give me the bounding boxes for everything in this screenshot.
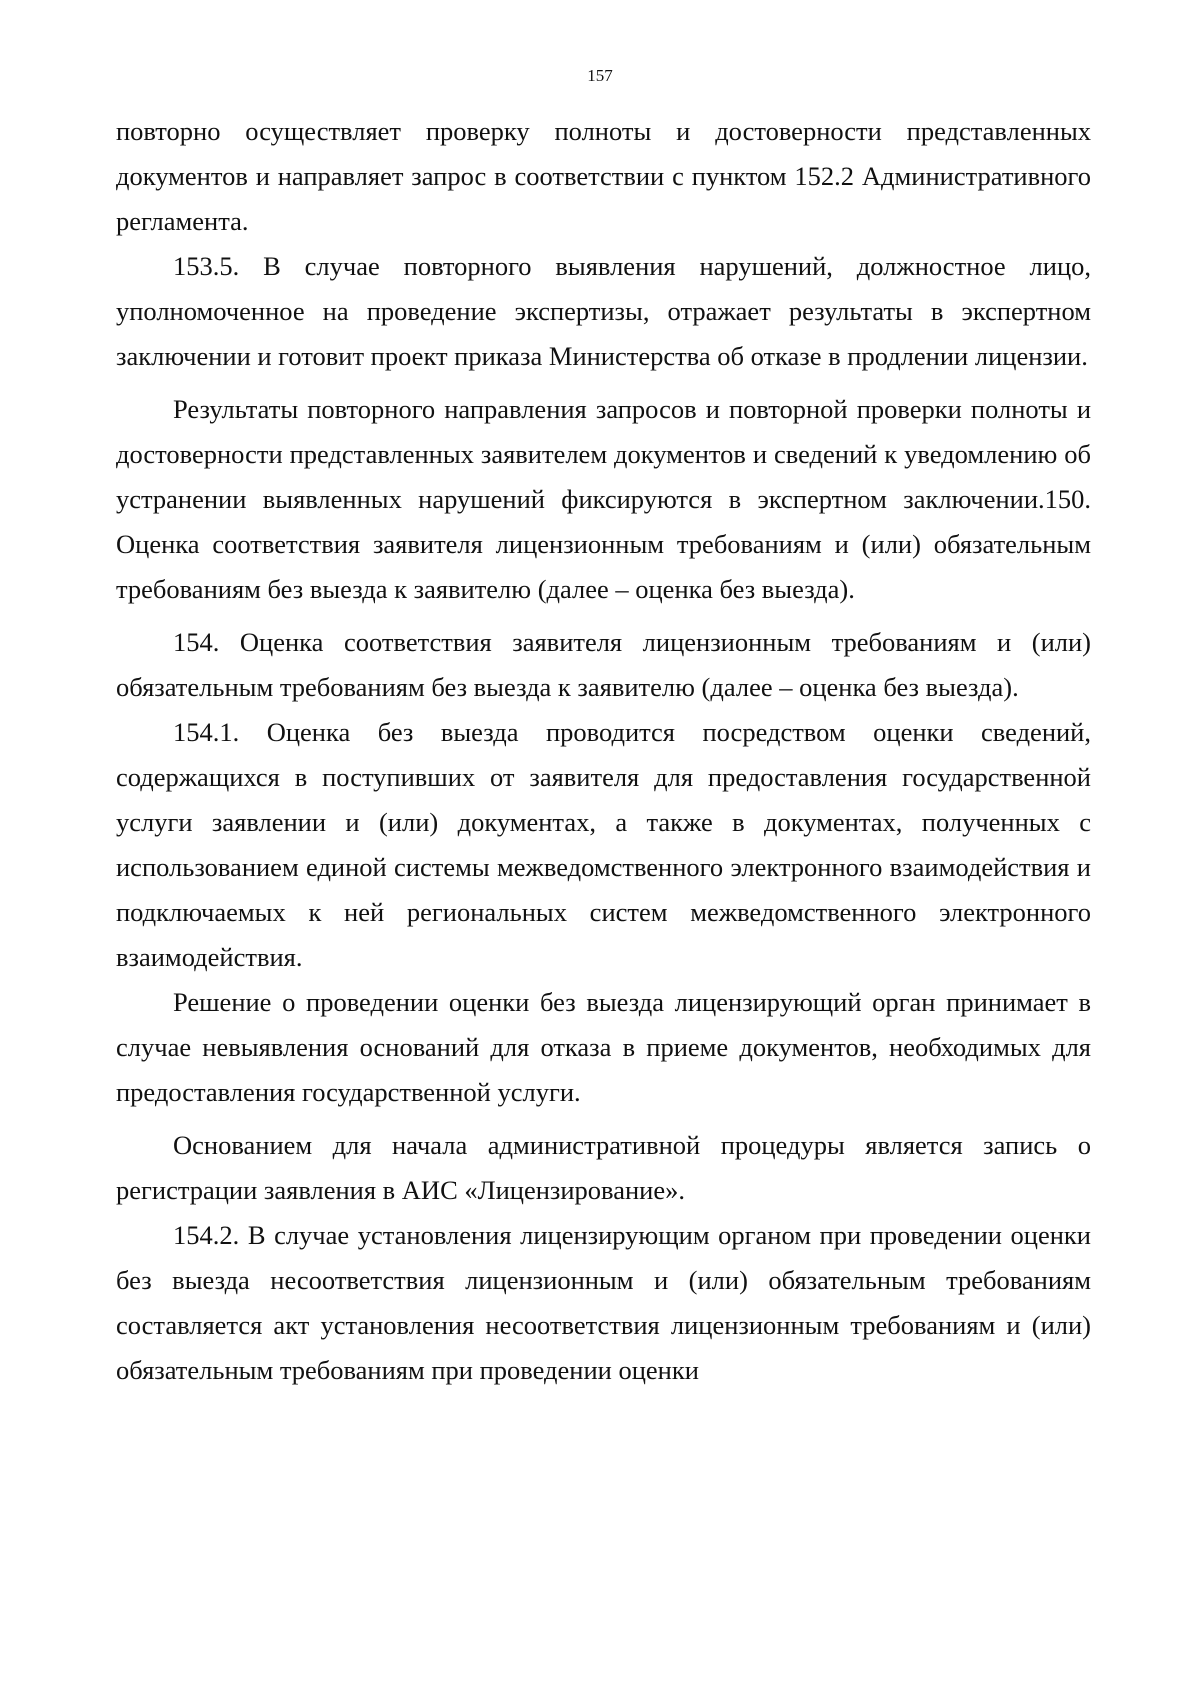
paragraph-154: 154. Оценка соответствия заявителя лицензионным требованиям и (или) обязательным требованиям без выезда к заявителю (далее – оценка без выезда). (116, 627, 1091, 702)
paragraph-decision: Решение о проведении оценки без выезда лицензирующий орган принимает в случае невыявления оснований для отказа в приеме документов, необходимых для предоставления государственной услуги. (116, 987, 1091, 1107)
paragraph-154-2: 154.2. В случае установления лицензирующим органом при проведении оценки без выезда несоответствия лицензионным и (или) обязательным требованиям составляется акт установления несоответствия лицензионным требованиям и (или) обязательным требованиям при проведении оценки (116, 1220, 1091, 1385)
paragraph-continuation: повторно осуществляет проверку полноты и достоверности представленных документов и направляет запрос в соответствии с пунктом 152.2 Административного регламента. (116, 116, 1091, 236)
paragraph-154-1: 154.1. Оценка без выезда проводится посредством оценки сведений, содержащихся в поступивших от заявителя для предоставления государственной услуги заявлении и (или) документах, а также в документах, полученных с использованием единой системы межведомственного электронного взаимодействия и подключаемых к ней региональных систем межведомственного электронного взаимодействия. (116, 717, 1091, 972)
page-number: 157 (587, 66, 613, 85)
paragraph-153-5: 153.5. В случае повторного выявления нарушений, должностное лицо, уполномоченное на проведение экспертизы, отражает результаты в экспертном заключении и готовит проект приказа Министерства об отказе в продлении лицензии. (116, 251, 1091, 371)
document-body (116, 109, 1091, 1393)
paragraph-grounds: Основанием для начала административной процедуры является запись о регистрации заявления в АИС «Лицензирование». (116, 1130, 1091, 1205)
paragraph-results: Результаты повторного направления запросов и повторной проверки полноты и достоверности представленных заявителем документов и сведений к уведомлению об устранении выявленных нарушений фиксируются в экспертном заключении.150. Оценка соответствия заявителя лицензионным требованиям и (или) обязательным требованиям без выезда к заявителю (далее – оценка без выезда). (116, 394, 1091, 604)
